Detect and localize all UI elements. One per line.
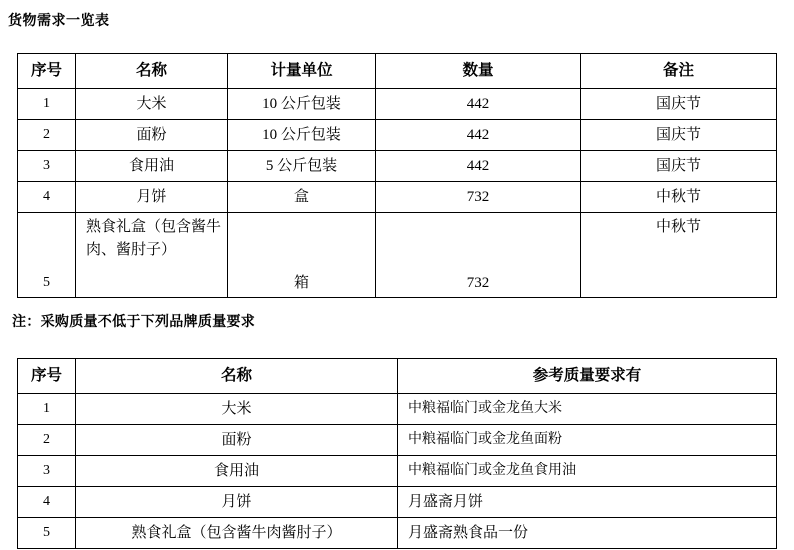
header-requirement: 参考质量要求有	[398, 359, 777, 394]
header-name: 名称	[76, 54, 228, 89]
cell-name: 月饼	[76, 487, 398, 518]
cell-requirement: 中粮福临门或金龙鱼食用油	[398, 456, 777, 487]
cell-unit: 5 公斤包装	[228, 151, 376, 182]
table-row	[18, 456, 777, 487]
header-index: 序号	[18, 54, 76, 89]
cell-quantity: 732	[376, 182, 581, 213]
table-row	[18, 151, 777, 182]
cell-name: 大米	[76, 394, 398, 425]
header-unit: 计量单位	[228, 54, 376, 89]
table-row	[18, 213, 777, 298]
cell-index: 4	[18, 182, 76, 213]
cell-name: 面粉	[76, 425, 398, 456]
page-title: 货物需求一览表	[8, 12, 110, 28]
cell-unit: 10 公斤包装	[228, 120, 376, 151]
cell-requirement: 中粮福临门或金龙鱼面粉	[398, 425, 777, 456]
cell-index: 3	[18, 151, 76, 182]
cell-name: 熟食礼盒（包含酱牛肉酱肘子）	[76, 518, 398, 549]
cell-quantity: 442	[376, 151, 581, 182]
cell-note: 中秋节	[581, 213, 777, 298]
goods-requirement-table	[17, 53, 777, 298]
cell-index: 5	[18, 213, 76, 298]
cell-quantity: 442	[376, 89, 581, 120]
header-quantity: 数量	[376, 54, 581, 89]
cell-index: 5	[18, 518, 76, 549]
cell-requirement: 月盛斋熟食品一份	[398, 518, 777, 549]
table-row	[18, 89, 777, 120]
cell-requirement: 中粮福临门或金龙鱼大米	[398, 394, 777, 425]
header-name: 名称	[76, 359, 398, 394]
cell-index: 1	[18, 89, 76, 120]
quality-note: 注：采购质量不低于下列品牌质量要求	[12, 313, 256, 329]
cell-name: 月饼	[76, 182, 228, 213]
cell-name: 熟食礼盒（包含酱牛肉、酱肘子）	[76, 213, 228, 298]
table-header-row	[18, 359, 777, 394]
cell-unit: 10 公斤包装	[228, 89, 376, 120]
cell-index: 1	[18, 394, 76, 425]
table-row	[18, 425, 777, 456]
cell-unit: 箱	[228, 213, 376, 298]
table-header-row	[18, 54, 777, 89]
cell-note: 国庆节	[581, 151, 777, 182]
cell-note: 国庆节	[581, 89, 777, 120]
cell-index: 4	[18, 487, 76, 518]
cell-index: 2	[18, 120, 76, 151]
cell-name: 面粉	[76, 120, 228, 151]
cell-quantity: 442	[376, 120, 581, 151]
table-row	[18, 394, 777, 425]
quality-reference-table	[17, 358, 777, 549]
cell-index: 2	[18, 425, 76, 456]
table-row	[18, 518, 777, 549]
cell-note: 中秋节	[581, 182, 777, 213]
header-index: 序号	[18, 359, 76, 394]
cell-requirement: 月盛斋月饼	[398, 487, 777, 518]
cell-quantity: 732	[376, 213, 581, 298]
table-row	[18, 120, 777, 151]
table-row	[18, 182, 777, 213]
cell-name: 大米	[76, 89, 228, 120]
table-row	[18, 487, 777, 518]
cell-index: 3	[18, 456, 76, 487]
cell-name: 食用油	[76, 456, 398, 487]
cell-unit: 盒	[228, 182, 376, 213]
cell-note: 国庆节	[581, 120, 777, 151]
cell-name: 食用油	[76, 151, 228, 182]
header-note: 备注	[581, 54, 777, 89]
